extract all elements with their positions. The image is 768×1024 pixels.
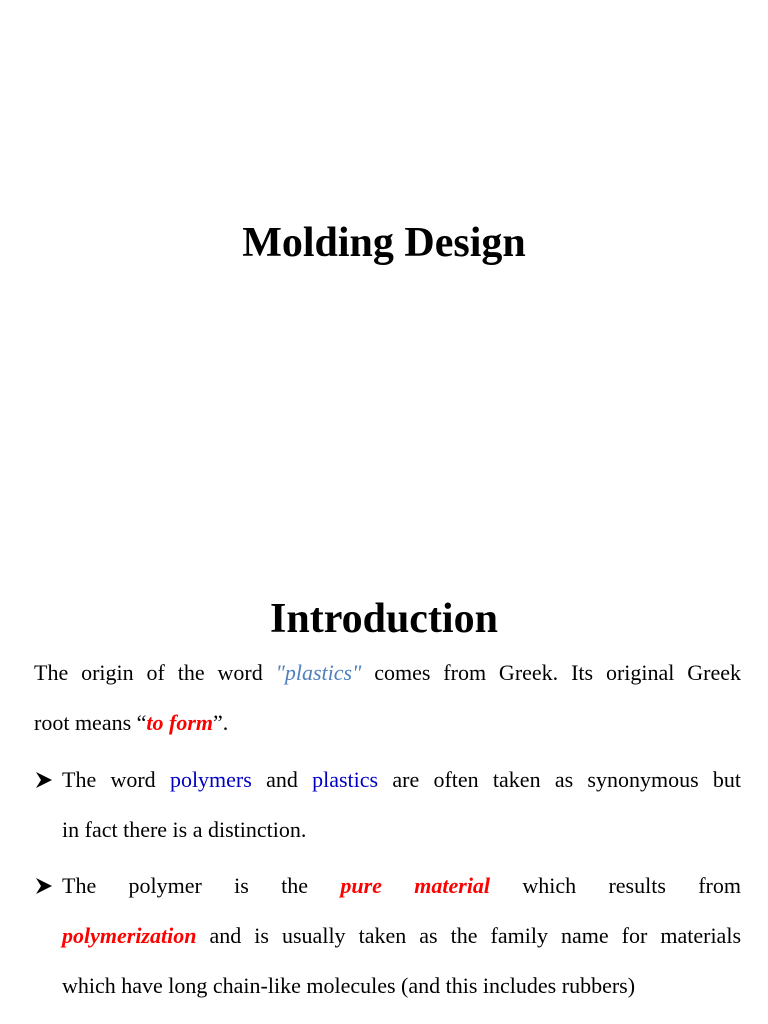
bullet-text-run: and is usually taken as the family name for materials: [196, 923, 741, 948]
intro-text: comes from Greek. Its original Greek: [361, 660, 742, 685]
bullet-item: [34, 861, 741, 1011]
plastics-quoted-term: "plastics": [275, 660, 362, 685]
intro-paragraph: [34, 648, 741, 748]
intro-text: ”.: [213, 710, 229, 735]
intro-line-1: [34, 648, 741, 698]
bullet-text-run: The word: [62, 767, 170, 792]
bullet-text-run: which results from: [490, 873, 741, 898]
bullet-text-run: and: [251, 767, 313, 792]
bullet-text-run: The polymer is the: [62, 873, 341, 898]
arrow-bullet-icon: [34, 861, 56, 911]
bullet-text-run: are often taken as synonymous but: [378, 767, 742, 792]
bullet-line: [62, 911, 741, 961]
bullet-line: [62, 755, 741, 805]
intro-text: The origin of the word: [34, 660, 276, 685]
bullet-item: [34, 755, 741, 855]
intro-line-2: [34, 698, 741, 748]
document-title: Molding Design: [242, 220, 526, 266]
section-heading: Introduction: [270, 596, 498, 642]
polymers-term: polymers: [169, 767, 252, 792]
bullet-line: which have long chain-like molecules (and this includes rubbers): [62, 973, 636, 998]
bullet-text: [62, 861, 741, 1011]
bullet-line: [62, 861, 741, 911]
polymerization-term: polymerization: [62, 923, 197, 948]
pure-material-term: pure material: [340, 873, 491, 898]
to-form-term: to form: [146, 710, 214, 735]
plastics-term: plastics: [312, 767, 379, 792]
intro-text: root means “: [34, 710, 147, 735]
bullet-line: in fact there is a distinction.: [62, 817, 307, 842]
arrow-bullet-icon: [34, 755, 56, 805]
bullet-text: [62, 755, 741, 855]
